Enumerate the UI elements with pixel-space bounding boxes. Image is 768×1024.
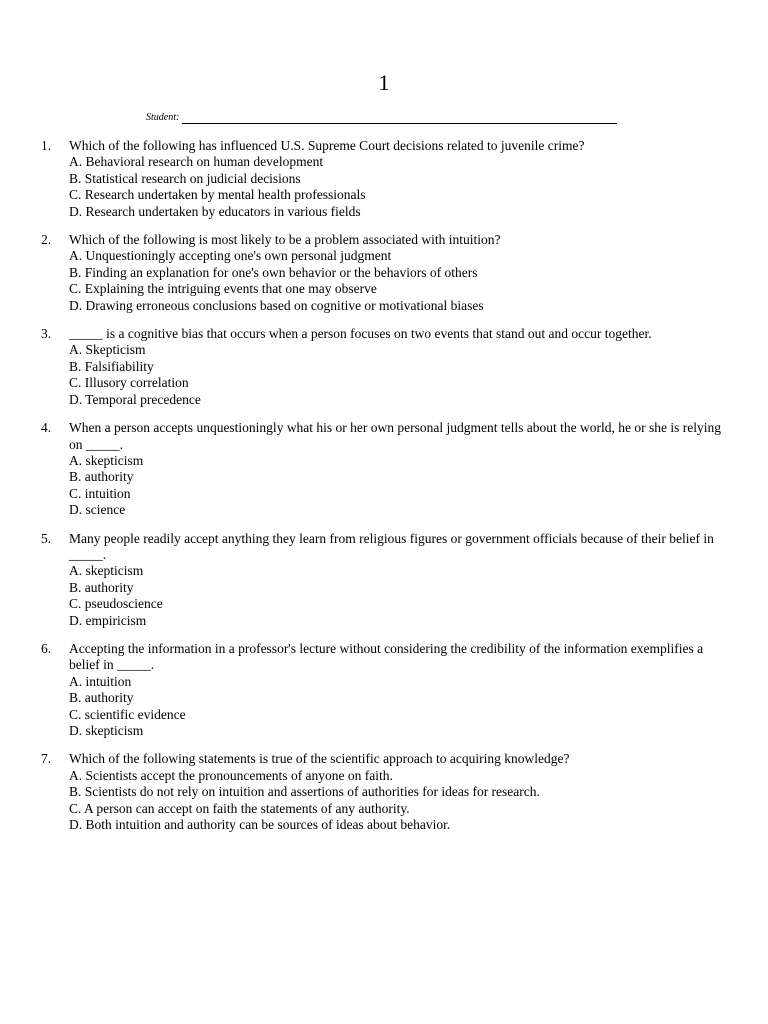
answer-option-d: D. Temporal precedence (69, 391, 201, 407)
answer-option-b: B. Falsifiability (69, 358, 154, 374)
answer-option-a: A. Skepticism (69, 342, 146, 358)
answer-option-a: A. skepticism (69, 452, 144, 468)
answer-option-d: D. empiricism (69, 612, 147, 628)
question-stem: Which of the following has influenced U.S. Supreme Court decisions related to juvenile crime? (69, 138, 585, 153)
answer-option-d: D. skepticism (69, 723, 144, 738)
question-2 (0, 232, 768, 314)
question-7 (0, 751, 768, 833)
answer-option-a: A. Scientists accept the pronouncements of anyone on faith. (69, 767, 393, 783)
answer-option-c: C. scientific evidence (69, 706, 186, 722)
answer-option-b: B. authority (69, 469, 134, 485)
question-number: 6. (41, 640, 52, 656)
answer-option-b: B. Finding an explanation for one's own behavior or the behaviors of others (69, 264, 478, 280)
question-stem: Which of the following is most likely to be a problem associated with intuition? (69, 232, 501, 248)
answer-option-a: A. intuition (69, 673, 132, 689)
answer-option-b: B. Scientists do not rely on intuition and assertions of authorities for ideas for research. (69, 784, 540, 800)
question-number: 5. (41, 530, 52, 546)
answer-option-c: C. Illusory correlation (69, 375, 189, 391)
answer-option-d: D. science (69, 502, 126, 518)
question-stem: Accepting the information in a professor's lecture without considering the credibility of the information exemplifies a belief in _____. (69, 640, 704, 673)
question-1 (0, 138, 768, 220)
answer-option-a: A. skepticism (69, 563, 144, 579)
answer-option-d: D. Both intuition and authority can be sources of ideas about behavior. (69, 817, 451, 833)
answer-option-b: B. authority (69, 690, 134, 706)
question-number: 3. (41, 326, 52, 342)
answer-option-b: B. authority (69, 579, 134, 595)
question-number: 4. (41, 420, 52, 436)
question-stem: Many people readily accept anything they learn from religious figures or government officials because of their belief in _____. (69, 530, 714, 562)
student-name-blank (182, 114, 617, 124)
question-3 (0, 326, 768, 408)
answer-option-c: C. A person can accept on faith the statements of any authority. (69, 800, 410, 816)
question-stem: _____ is a cognitive bias that occurs when a person focuses on two events that stand out and occur together. (69, 326, 652, 342)
answer-option-d: D. Research undertaken by educators in various fields (69, 203, 361, 219)
question-6 (0, 641, 768, 739)
page-number: 1 (378, 70, 390, 95)
student-name-line (146, 112, 617, 124)
answer-option-c: C. Explaining the intriguing events that one may observe (69, 281, 377, 297)
question-4 (0, 420, 768, 518)
question-number: 2. (41, 232, 52, 248)
question-stem: When a person accepts unquestioningly what his or her own personal judgment tells about the world, he or she is relying on _____. (69, 420, 721, 452)
question-5 (0, 531, 768, 629)
question-stem: Which of the following statements is true of the scientific approach to acquiring knowledge? (69, 751, 570, 767)
answer-option-a: A. Behavioral research on human development (69, 154, 324, 170)
answer-option-c: C. intuition (69, 485, 131, 501)
answer-option-a: A. Unquestioningly accepting one's own personal judgment (69, 248, 392, 264)
answer-option-c: C. pseudoscience (69, 596, 163, 612)
answer-option-b: B. Statistical research on judicial decisions (69, 170, 301, 186)
answer-option-c: C. Research undertaken by mental health professionals (69, 187, 366, 203)
answer-option-d: D. Drawing erroneous conclusions based on cognitive or motivational biases (69, 297, 484, 313)
question-number: 7. (41, 751, 52, 767)
question-list (0, 138, 768, 845)
question-number: 1. (41, 138, 52, 153)
student-label: Student: (146, 112, 180, 123)
